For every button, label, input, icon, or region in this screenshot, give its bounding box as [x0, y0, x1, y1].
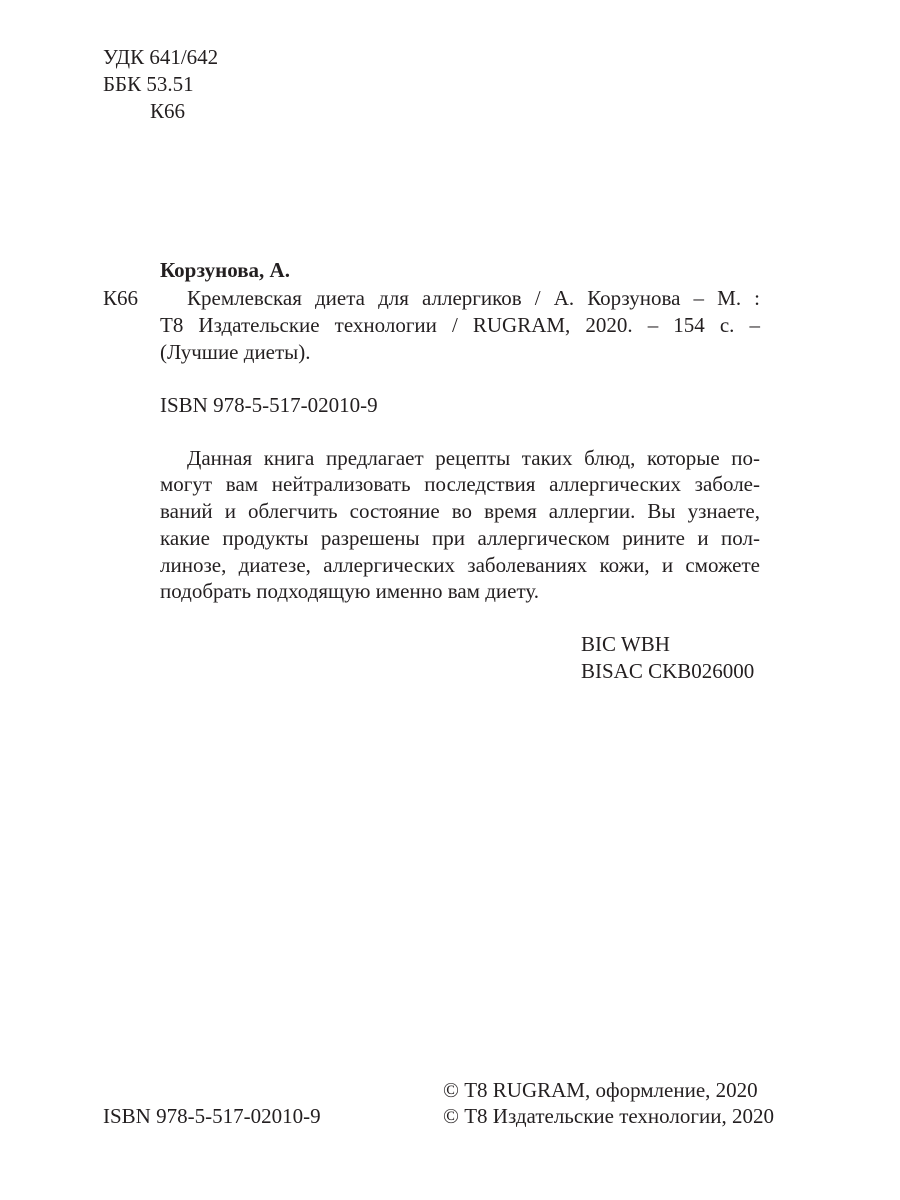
annotation-line: ваний и облегчить состояние во время аллергии. Вы узнаете, — [160, 499, 760, 523]
author-mark: К66 — [103, 286, 139, 310]
description-line-2: Т8 Издательские технологии / RUGRAM, 2020. – 154 с. – — [160, 313, 760, 337]
annotation-line: Данная книга предлагает рецепты таких блюд, которые по- — [187, 446, 760, 470]
copyright-publisher: © Т8 Издательские технологии, 2020 — [443, 1104, 774, 1128]
copyright-design: © Т8 RUGRAM, оформление, 2020 — [443, 1078, 758, 1102]
bbk-code: ББК 53.51 — [103, 72, 194, 96]
author-mark-top: К66 — [150, 99, 186, 123]
annotation-line: линозе, диатезе, аллергических заболеваниях кожи, и сможете — [160, 553, 760, 577]
bic-code: BIC WBH — [581, 632, 670, 656]
author-name: Корзунова, А. — [160, 258, 290, 282]
annotation-line: какие продукты разрешены при аллергическом рините и пол- — [160, 526, 760, 550]
bisac-code: BISAC CKB026000 — [581, 659, 755, 683]
footer-isbn: ISBN 978-5-517-02010-9 — [103, 1104, 321, 1128]
udk-code: УДК 641/642 — [103, 45, 219, 69]
description-line-1: Кремлевская диета для аллергиков / А. Корзунова – М. : — [187, 286, 760, 310]
isbn: ISBN 978-5-517-02010-9 — [160, 393, 378, 417]
annotation-line: могут вам нейтрализовать последствия аллергических заболе- — [160, 472, 760, 496]
annotation-line: подобрать подходящую именно вам диету. — [160, 579, 540, 603]
description-line-3: (Лучшие диеты). — [160, 340, 311, 364]
